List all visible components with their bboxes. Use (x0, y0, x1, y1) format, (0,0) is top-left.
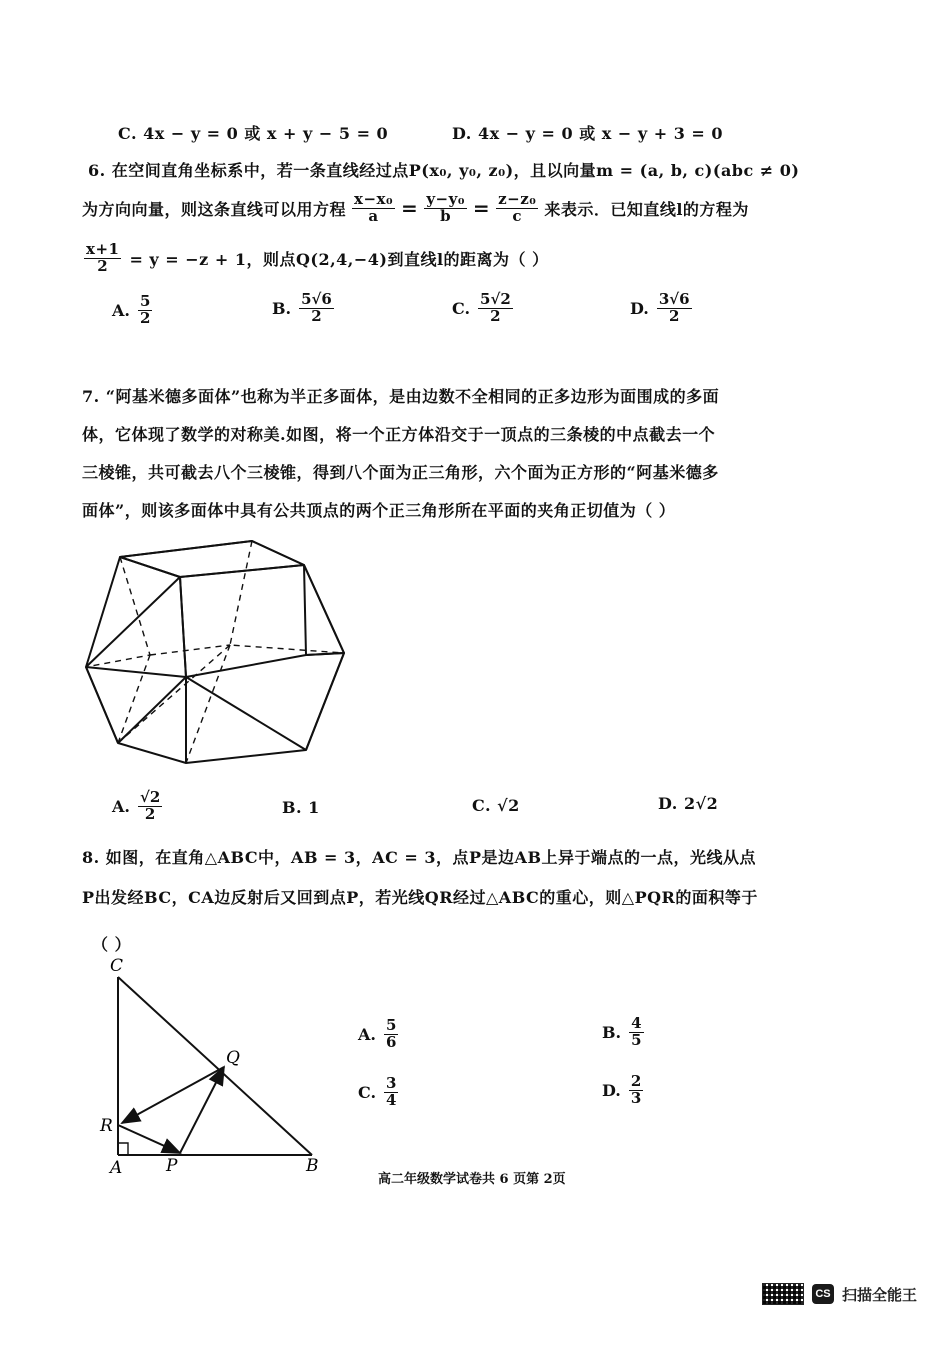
q7-option-a: A. $\frac{√2}{2}$ (112, 788, 161, 823)
q6-eq-sign2: = (472, 196, 491, 221)
q6-line3-rest: = y = −z + 1，则点Q(2,4,−4)到直线l的距离为（ ） (129, 249, 549, 269)
page-footer: 高二年级数学试卷共 6 页第 2页 (378, 1172, 566, 1187)
q7-line2: 体，它体现了数学的对称美.如图，将一个正方体沿交于一顶点的三条棱的中点截去一个 (82, 425, 716, 444)
q7-line1: 7. “阿基米德多面体”也称为半正多面体，是由边数不全相同的正多边形为面围成的多面 (82, 387, 720, 406)
q8-option-c: C. $\frac{3}{4}$ (358, 1074, 397, 1109)
label-b: B (306, 1156, 319, 1176)
q5-option-d: D. 4x − y = 0 或 x − y + 3 = 0 (452, 124, 724, 143)
scanner-text: 扫描全能王 (842, 1286, 918, 1304)
label-q: Q (226, 1048, 240, 1068)
q6-line2-prefix: 为方向向量，则这条直线可以用方程 (82, 199, 347, 219)
q8-option-d: D. $\frac{2}{3}$ (602, 1072, 642, 1107)
q6-option-b: B. $\frac{5√6}{2}$ (272, 290, 332, 325)
q6-eq-frac3: $\frac{\text{z−z₀}}{c}$ (498, 190, 537, 225)
q6-line3 (84, 242, 549, 275)
q6-option-a: A. $\frac{5}{2}$ (112, 292, 151, 327)
label-p: P (166, 1156, 178, 1176)
q6-line1: 6. 在空间直角坐标系中，若一条直线经过点P(x₀, y₀, z₀)，且以向量m = (a, b, c)(abc ≠ 0) (88, 161, 800, 180)
q7-option-b: B. 1 (282, 798, 320, 817)
archimedean-polyhedron-figure (80, 535, 360, 770)
q6-line2-suffix: 来表示．已知直线l的方程为 (544, 199, 749, 219)
q7-line3: 三棱锥，共可截去八个三棱锥，得到八个面为正三角形，六个面为正方形的“阿基米德多 (82, 463, 719, 482)
reflection-triangle-figure (80, 955, 330, 1180)
label-a: A (110, 1158, 123, 1178)
q7-line4: 面体”，则该多面体中具有公共顶点的两个正三角形所在平面的夹角正切值为（ ） (82, 501, 676, 520)
q6-eq-frac2: $\frac{\text{y−y₀}}{b}$ (426, 190, 465, 225)
q8-option-b: B. $\frac{4}{5}$ (602, 1014, 642, 1049)
scanner-watermark (762, 1283, 917, 1305)
q6-line2 (82, 192, 749, 225)
q6-option-c: C. $\frac{5√2}{2}$ (452, 290, 511, 325)
q8-line2: P出发经BC，CA边反射后又回到点P，若光线QR经过△ABC的重心，则△PQR的面积等于 (82, 888, 758, 907)
q6-option-d: D. $\frac{3√6}{2}$ (630, 290, 690, 325)
label-c: C (110, 956, 124, 976)
q5-option-c: C. 4x − y = 0 或 x + y − 5 = 0 (118, 124, 389, 143)
q6-line3-frac: $\frac{x+1}{2}$ (86, 240, 120, 275)
label-r: R (100, 1116, 113, 1136)
q6-eq-sign1: = (401, 196, 419, 221)
camscanner-logo-icon: CS (812, 1284, 834, 1304)
q7-option-c: C. √2 (472, 796, 520, 815)
q8-line1: 8. 如图，在直角△ABC中，AB = 3，AC = 3，点P是边AB上异于端点的一点，光线从点 (82, 848, 756, 867)
q8-option-a: A. $\frac{5}{6}$ (358, 1016, 397, 1051)
q7-option-d: D. 2√2 (658, 794, 719, 813)
q6-eq-frac1: $\frac{\text{x−x₀}}{a}$ (354, 190, 394, 225)
q8-line3: （ ） (92, 935, 132, 954)
qr-code-icon (762, 1283, 804, 1305)
